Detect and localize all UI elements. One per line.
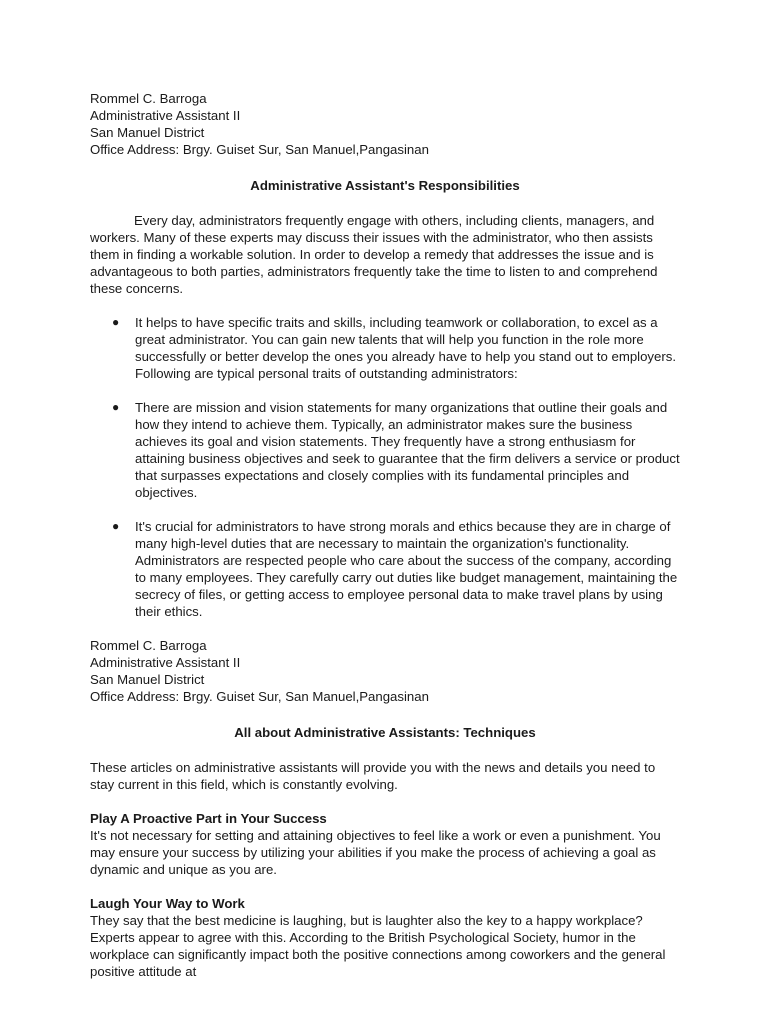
bullet-list xyxy=(90,314,680,620)
author-district: San Manuel District xyxy=(90,125,205,140)
author-name: Rommel C. Barroga xyxy=(90,638,207,653)
section-title: All about Administrative Assistants: Techniques xyxy=(234,725,536,740)
author-name: Rommel C. Barroga xyxy=(90,91,207,106)
bullet-text: There are mission and vision statements for many organizations that outline their goals and how they intend to achieve them. Typically, an administrator makes sure the business achieves its goal and vision statements. They frequently have a strong enthusiasm for attaining business objectives and seek to guarantee that the firm delivers a service or product that surpasses expectations and closely complies with its fundamental principles and objectives. xyxy=(135,400,680,500)
bullet-icon: ● xyxy=(112,400,120,414)
author-address: Office Address: Brgy. Guiset Sur, San Manuel,Pangasinan xyxy=(90,142,429,157)
author-district: San Manuel District xyxy=(90,672,205,687)
bullet-icon: ● xyxy=(112,315,120,329)
author-position: Administrative Assistant II xyxy=(90,108,241,123)
bullet-text: It helps to have specific traits and skills, including teamwork or collaboration, to excel as a great administrator. You can gain new talents that will help you function in the role more successfully or better develop the ones you already have to help you stand out to employers. Following are typical personal traits of outstanding administrators: xyxy=(135,315,677,381)
list-item xyxy=(90,518,680,620)
author-position: Administrative Assistant II xyxy=(90,655,241,670)
subsection-heading: Play A Proactive Part in Your Success xyxy=(90,811,327,826)
author-block xyxy=(90,90,680,158)
list-item xyxy=(90,314,680,382)
author-address: Office Address: Brgy. Guiset Sur, San Manuel,Pangasinan xyxy=(90,689,429,704)
section-title: Administrative Assistant's Responsibilities xyxy=(250,178,520,193)
author-block xyxy=(90,637,680,705)
subsection-heading: Laugh Your Way to Work xyxy=(90,896,245,911)
subsection-body: They say that the best medicine is laughing, but is laughter also the key to a happy workplace? Experts appear to agree with this. According to the British Psychological Society, humor in the workplace can significantly impact both the positive connections among coworkers and the general positive attitude at xyxy=(90,913,666,979)
intro-paragraph: These articles on administrative assistants will provide you with the news and details you need to stay current in this field, which is constantly evolving. xyxy=(90,760,656,792)
document-page xyxy=(90,90,680,980)
subsection-body: It's not necessary for setting and attaining objectives to feel like a work or even a punishment. You may ensure your success by utilizing your abilities if you make the process of achieving a goal as dynamic and unique as you are. xyxy=(90,828,661,877)
list-item xyxy=(90,399,680,501)
bullet-text: It's crucial for administrators to have strong morals and ethics because they are in charge of many high-level duties that are necessary to maintain the organization's functionality. Administrators are respected people who care about the success of the company, according to many employees. They carefully carry out duties like budget management, maintaining the secrecy of files, or getting access to employee personal data to make travel plans by using their ethics. xyxy=(135,519,678,619)
intro-paragraph: Every day, administrators frequently engage with others, including clients, managers, and workers. Many of these experts may discuss their issues with the administrator, who then assists them in finding a workable solution. In order to develop a remedy that addresses the issue and is advantageous to both parties, administrators frequently take the time to listen to and comprehend these concerns. xyxy=(90,213,658,296)
bullet-icon: ● xyxy=(112,519,120,533)
